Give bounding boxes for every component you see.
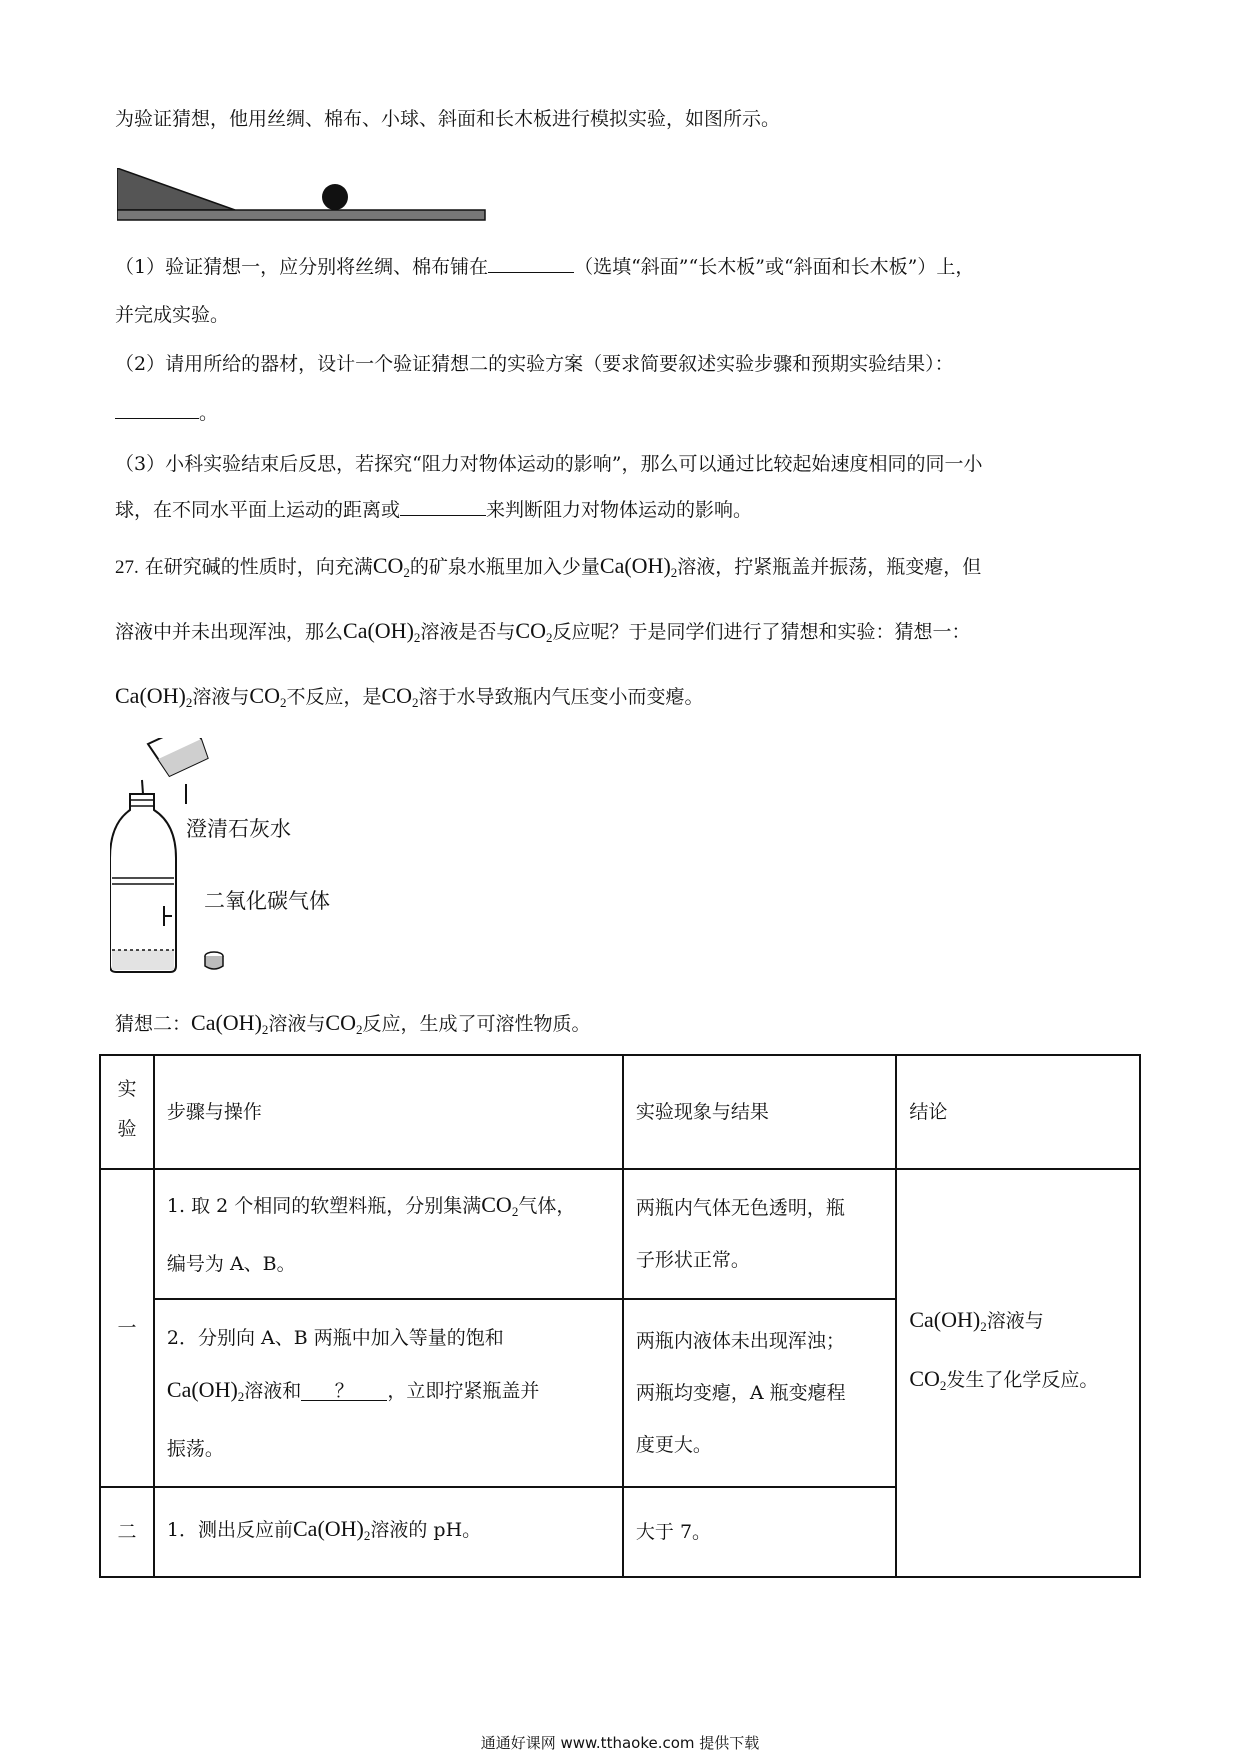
formula-caoh2: $Ca(OH)_2$: [191, 1010, 269, 1037]
formula-co2: $CO_2$: [372, 553, 410, 580]
q27-text: 溶液是否与: [420, 621, 516, 643]
q2-end: 。: [199, 402, 219, 424]
q27-text: 的矿泉水瓶里加入少量: [409, 556, 600, 578]
q1-text-a: （1）验证猜想一，应分别将丝绸、棉布铺在: [115, 256, 489, 278]
incline-slope: [117, 168, 235, 210]
q27-text: 溶液中并未出现浑浊，那么: [115, 621, 344, 643]
liquid-layer: [112, 950, 174, 970]
q1-line2: 并完成实验。: [115, 304, 230, 326]
header-conclusion: 结论: [896, 1055, 1140, 1169]
guess2-text: 溶液与: [268, 1013, 326, 1035]
ball: [322, 184, 348, 210]
bottle-figure: [110, 738, 370, 978]
step-cell: 1．测出反应前$Ca(OH)_2$溶液的 pH。: [154, 1487, 623, 1577]
step-cell: 1. 取 2 个相同的软塑料瓶，分别集满$CO_2$气体， 编号为 A、B。: [154, 1169, 623, 1299]
guess2-line: [115, 1010, 591, 1043]
formula-co2: $CO_2$: [381, 683, 419, 710]
formula-caoh2: $Ca(OH)_2$: [343, 618, 421, 645]
q3-answer-blank[interactable]: [400, 497, 486, 516]
experiment-2-label: 二: [100, 1487, 154, 1577]
table-header-row: [100, 1055, 1140, 1169]
q2-line2: [115, 400, 218, 426]
q2-line1: （2）请用所给的器材，设计一个验证猜想二的实验方案（要求简要叙述实验步骤和预期实验结果）：: [115, 353, 954, 375]
q3-text-b: 来判断阻力对物体运动的影响。: [486, 499, 753, 521]
question-number: 27.: [115, 557, 139, 578]
reagent-blank[interactable]: ？: [301, 1382, 387, 1401]
q1-answer-blank[interactable]: [488, 254, 574, 273]
q1-line1: [115, 254, 974, 280]
header-experiment: 实验: [100, 1055, 154, 1169]
q27-line3: [115, 683, 704, 716]
q27-text: 溶液，拧紧瓶盖并振荡，瓶变瘪，但: [677, 556, 982, 578]
step-cell: 2．分别向 A、B 两瓶中加入等量的饱和 $Ca(OH)_2$溶液和 ？ ，立即拧紧瓶盖并 振荡。: [154, 1299, 623, 1487]
long-board: [117, 210, 485, 220]
intro-text: 为验证猜想，他用丝绸、棉布、小球、斜面和长木板进行模拟实验，如图所示。: [115, 108, 781, 130]
q2-answer-blank[interactable]: [115, 400, 199, 419]
bottle-outline: [110, 794, 176, 972]
formula-co2: $CO_2$: [325, 1010, 363, 1037]
q1-text-b: （选填“斜面”“长木板”或“斜面和长木板”）上，: [574, 256, 975, 278]
q27-text: 溶于水导致瓶内气压变小而变瘪。: [418, 686, 704, 708]
q27-text: 在研究碱的性质时，向充满: [144, 556, 373, 578]
q27-text: 溶液与: [192, 686, 250, 708]
incline-figure: [117, 168, 487, 224]
q3-text-a: 球，在不同水平面上运动的距离或: [115, 499, 401, 521]
beaker-icon: [148, 738, 211, 778]
pour-stream: [142, 780, 143, 794]
label-co2-gas: 二氧化碳气体: [204, 889, 330, 913]
header-step: 步骤与操作: [154, 1055, 623, 1169]
q27-text: 反应呢？于是同学们进行了猜想和实验：猜想一：: [552, 621, 971, 643]
conclusion-cell: $Ca(OH)_2$溶液与 $CO_2$发生了化学反应。: [896, 1169, 1140, 1577]
formula-caoh2: $Ca(OH)_2$: [599, 553, 678, 580]
q27-text: 不反应，是: [286, 686, 382, 708]
q3-line1: （3）小科实验结束后反思，若探究“阻力对物体运动的影响”，那么可以通过比较起始速度相同的同一小: [115, 453, 983, 475]
label-limewater: 澄清石灰水: [186, 817, 291, 841]
q3-line2: [115, 497, 752, 523]
formula-co2: $CO_2$: [249, 683, 287, 710]
page-footer: 通通好课网 www.tthaoke.com 提供下载: [480, 1734, 760, 1752]
header-result: 实验现象与结果: [623, 1055, 896, 1169]
result-cell: 两瓶内气体无色透明，瓶 子形状正常。: [623, 1169, 896, 1299]
experiment-table: [99, 1054, 1141, 1578]
guess2-prefix: 猜想二：: [115, 1013, 192, 1035]
result-cell: 两瓶内液体未出现浑浊； 两瓶均变瘪，A 瓶变瘪程 度更大。: [623, 1299, 896, 1487]
guess2-text: 反应，生成了可溶性物质。: [362, 1013, 591, 1035]
q27-line1: [115, 553, 981, 586]
result-cell: 大于 7。: [623, 1487, 896, 1577]
formula-co2: $CO_2$: [515, 618, 553, 645]
experiment-1-label: 一: [100, 1169, 154, 1487]
table-row: [100, 1169, 1140, 1299]
q27-line2: [115, 618, 971, 651]
formula-caoh2: $Ca(OH)_2$: [115, 683, 193, 710]
